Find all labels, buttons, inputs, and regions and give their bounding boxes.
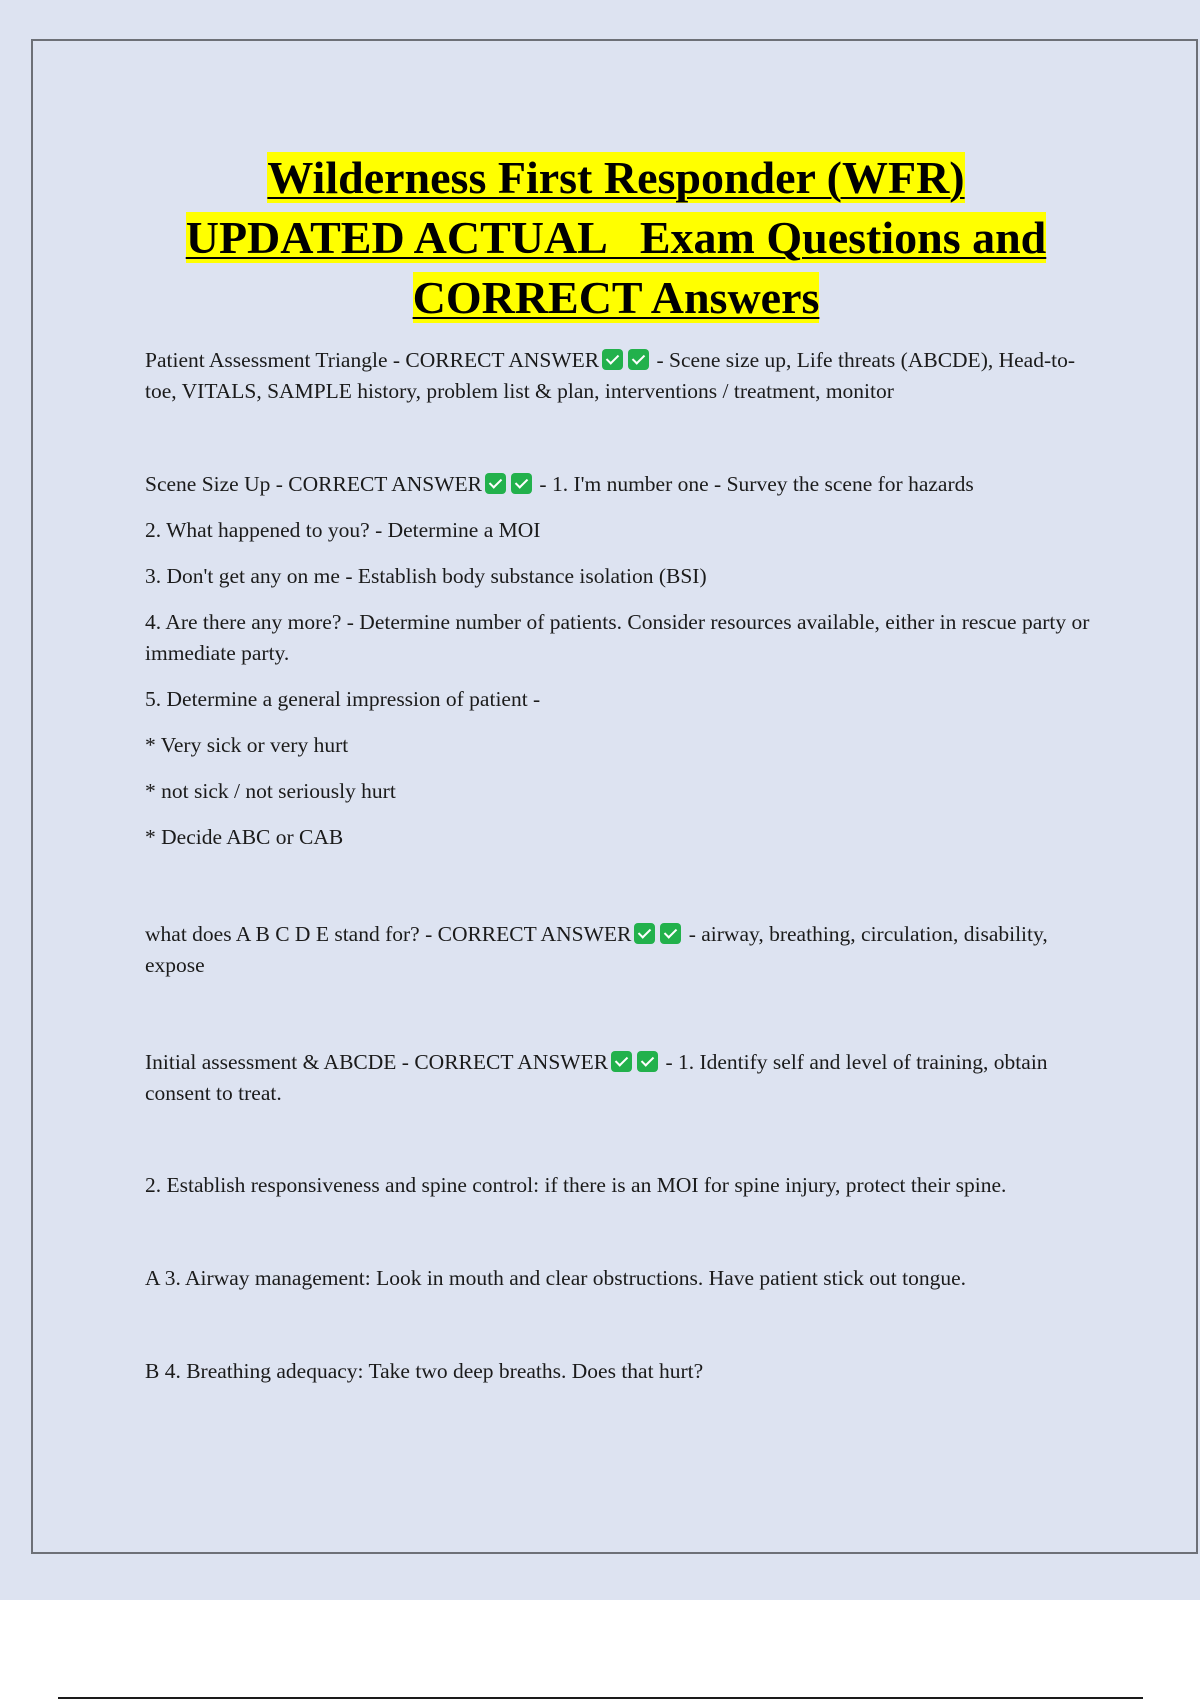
check-mark-button-icon [660,923,681,944]
title-line-2: UPDATED ACTUAL Exam Questions and [185,212,1047,263]
answer-text: - 1. Identify self and level of training, obtain consent to treat. [145,1050,1048,1105]
check-mark-button-icon [628,349,649,370]
check-mark-button-icon [485,473,506,494]
document-title [0,148,1200,328]
check-mark-button-icon [637,1051,658,1072]
question-text: Scene Size Up - CORRECT ANSWER [145,472,483,496]
footer-divider [58,1697,1143,1699]
paragraph-scene-size-up [145,469,1090,500]
document-body [145,345,1090,1387]
paragraph-abcde [145,919,1090,981]
list-item: A 3. Airway management: Look in mouth and clear obstructions. Have patient stick out tongue. [145,1266,966,1290]
check-mark-button-icon [634,923,655,944]
paragraph-patient-assessment-triangle [145,345,1090,407]
answer-text: - 1. I'm number one - Survey the scene for hazards [534,472,974,496]
list-item: 2. What happened to you? - Determine a MOI [145,518,541,542]
check-mark-button-icon [511,473,532,494]
check-mark-button-icon [602,349,623,370]
check-mark-button-icon [611,1051,632,1072]
question-text: what does A B C D E stand for? - CORRECT ANSWER [145,922,632,946]
question-text: Patient Assessment Triangle - CORRECT ANSWER [145,348,600,372]
list-item: 2. Establish responsiveness and spine control: if there is an MOI for spine injury, protect their spine. [145,1173,1007,1197]
list-item: * Very sick or very hurt [145,733,349,757]
title-line-3: CORRECT Answers [412,272,820,323]
list-item: * Decide ABC or CAB [145,825,344,849]
list-item: 5. Determine a general impression of patient - [145,687,541,711]
answer-text: - Scene size up, Life threats (ABCDE), Head-to-toe, VITALS, SAMPLE history, problem list & plan, interventions / treatment, monitor [145,348,1076,403]
question-text: Initial assessment & ABCDE - CORRECT ANSWER [145,1050,609,1074]
list-item: 3. Don't get any on me - Establish body substance isolation (BSI) [145,564,707,588]
list-item: * not sick / not seriously hurt [145,779,396,803]
title-line-1: Wilderness First Responder (WFR) [267,152,965,203]
list-item: 4. Are there any more? - Determine number of patients. Consider resources available, either in rescue party or immediate party. [145,610,1090,665]
list-item: B 4. Breathing adequacy: Take two deep breaths. Does that hurt? [145,1359,704,1383]
paragraph-initial-assessment [145,1047,1090,1109]
answer-text: - airway, breathing, circulation, disability, expose [145,922,1048,977]
